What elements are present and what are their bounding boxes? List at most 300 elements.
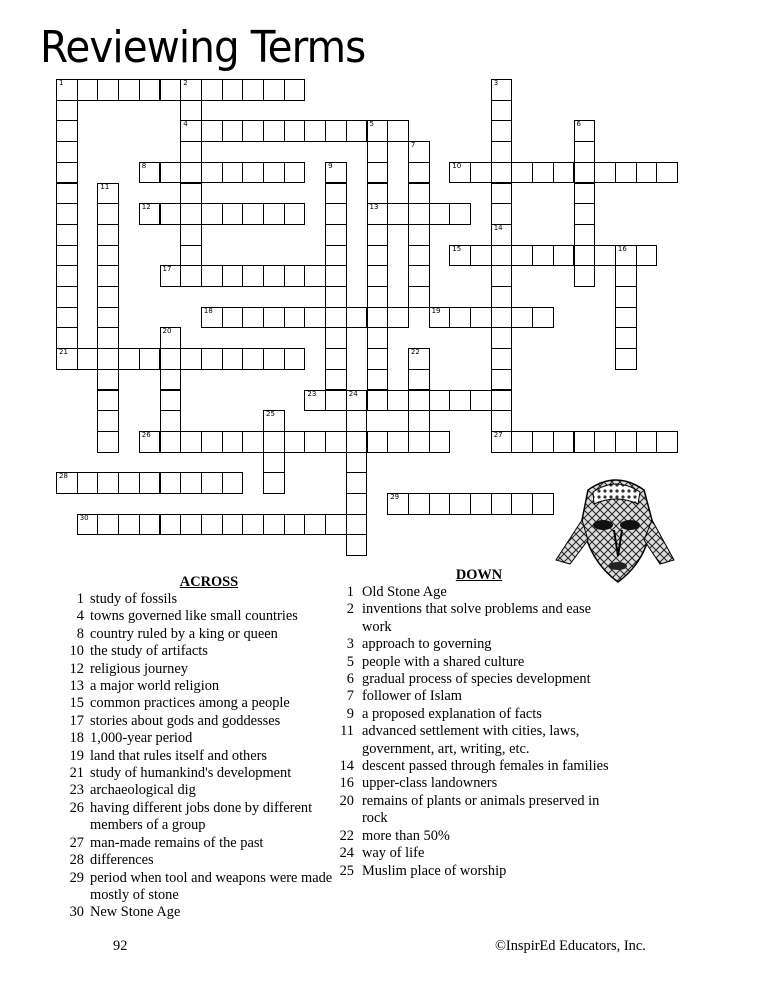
- crossword-cell[interactable]: [201, 162, 223, 184]
- clue-number: 20: [339, 792, 354, 809]
- crossword-cell[interactable]: [408, 369, 430, 391]
- crossword-cell[interactable]: [222, 79, 244, 101]
- crossword-cell[interactable]: [284, 348, 306, 370]
- crossword-cell[interactable]: [180, 203, 202, 225]
- crossword-cell[interactable]: [284, 79, 306, 101]
- crossword-cell[interactable]: [615, 327, 637, 349]
- crossword-cell[interactable]: [491, 141, 513, 163]
- crossword-cell[interactable]: [304, 120, 326, 142]
- crossword-cell[interactable]: [97, 79, 119, 101]
- crossword-cell[interactable]: [118, 348, 140, 370]
- cell-number: 18: [203, 306, 213, 315]
- clue-number: 30: [69, 904, 84, 921]
- crossword-cell[interactable]: [118, 472, 140, 494]
- crossword-cell[interactable]: [656, 431, 678, 453]
- crossword-cell[interactable]: [222, 265, 244, 287]
- crossword-cell[interactable]: [77, 79, 99, 101]
- crossword-cell[interactable]: [429, 390, 451, 412]
- crossword-cell[interactable]: [615, 348, 637, 370]
- clue-number: 3: [346, 636, 354, 653]
- crossword-cell[interactable]: [491, 162, 513, 184]
- crossword-cell[interactable]: [222, 203, 244, 225]
- crossword-cell[interactable]: [325, 431, 347, 453]
- crossword-cell[interactable]: [615, 162, 637, 184]
- across-clue: [64, 782, 354, 799]
- crossword-cell[interactable]: [160, 390, 182, 412]
- crossword-cell[interactable]: [449, 390, 471, 412]
- crossword-cell[interactable]: [615, 265, 637, 287]
- crossword-cell[interactable]: [56, 100, 78, 122]
- crossword-cell[interactable]: [56, 245, 78, 267]
- crossword-cell[interactable]: [304, 307, 326, 329]
- crossword-cell[interactable]: [180, 431, 202, 453]
- crossword-cell[interactable]: [532, 162, 554, 184]
- down-clue: [334, 775, 624, 792]
- crossword-cell[interactable]: [222, 348, 244, 370]
- crossword-cell[interactable]: [242, 431, 264, 453]
- crossword-cell[interactable]: [408, 390, 430, 412]
- crossword-cell[interactable]: [574, 141, 596, 163]
- crossword-cell[interactable]: [491, 286, 513, 308]
- crossword-cell[interactable]: [408, 203, 430, 225]
- crossword-cell[interactable]: [367, 327, 389, 349]
- crossword-cell[interactable]: [139, 472, 161, 494]
- crossword-cell[interactable]: [180, 348, 202, 370]
- crossword-cell[interactable]: [532, 245, 554, 267]
- crossword-cell[interactable]: [97, 224, 119, 246]
- crossword-cell[interactable]: [180, 265, 202, 287]
- clue-text: archaeological dig: [90, 782, 196, 799]
- crossword-cell[interactable]: [160, 431, 182, 453]
- crossword-cell[interactable]: [139, 348, 161, 370]
- crossword-cell[interactable]: [387, 120, 409, 142]
- crossword-cell[interactable]: [180, 79, 202, 101]
- crossword-cell[interactable]: [139, 514, 161, 536]
- down-clue: [334, 671, 624, 688]
- crossword-cell[interactable]: [284, 203, 306, 225]
- crossword-cell[interactable]: [449, 493, 471, 515]
- crossword-cell[interactable]: [491, 493, 513, 515]
- crossword-cell[interactable]: [242, 348, 264, 370]
- crossword-cell[interactable]: [97, 390, 119, 412]
- clue-number: 16: [339, 775, 354, 792]
- crossword-cell[interactable]: [346, 120, 368, 142]
- crossword-cell[interactable]: [367, 120, 389, 142]
- crossword-cell[interactable]: [56, 203, 78, 225]
- crossword-cell[interactable]: [97, 431, 119, 453]
- crossword-cell[interactable]: [263, 348, 285, 370]
- crossword-cell[interactable]: [367, 307, 389, 329]
- crossword-cell[interactable]: [325, 245, 347, 267]
- crossword-cell[interactable]: [222, 472, 244, 494]
- crossword-cell[interactable]: [346, 514, 368, 536]
- crossword-cell[interactable]: [97, 348, 119, 370]
- crossword-cell[interactable]: [97, 410, 119, 432]
- crossword-cell[interactable]: [160, 410, 182, 432]
- crossword-cell[interactable]: [449, 307, 471, 329]
- crossword-cell[interactable]: [408, 431, 430, 453]
- crossword-cell[interactable]: [222, 307, 244, 329]
- crossword-cell[interactable]: [304, 265, 326, 287]
- crossword-cell[interactable]: [97, 183, 119, 205]
- crossword-cell[interactable]: [56, 327, 78, 349]
- crossword-cell[interactable]: [56, 265, 78, 287]
- crossword-cell[interactable]: [139, 162, 161, 184]
- crossword-cell[interactable]: [180, 141, 202, 163]
- cell-number: 28: [59, 472, 68, 481]
- crossword-cell[interactable]: [325, 307, 347, 329]
- crossword-cell[interactable]: [180, 183, 202, 205]
- crossword-cell[interactable]: [491, 203, 513, 225]
- crossword-cell[interactable]: [408, 286, 430, 308]
- crossword-cell[interactable]: [594, 245, 616, 267]
- crossword-cell[interactable]: [491, 120, 513, 142]
- crossword-cell[interactable]: [56, 224, 78, 246]
- crossword-cell[interactable]: [180, 472, 202, 494]
- crossword-cell[interactable]: [325, 390, 347, 412]
- crossword-cell[interactable]: [97, 245, 119, 267]
- crossword-cell[interactable]: [387, 431, 409, 453]
- crossword-cell[interactable]: [346, 534, 368, 556]
- crossword-cell[interactable]: [553, 245, 575, 267]
- crossword-cell[interactable]: [429, 203, 451, 225]
- crossword-cell[interactable]: [325, 348, 347, 370]
- crossword-cell[interactable]: [615, 286, 637, 308]
- crossword-cell[interactable]: [97, 369, 119, 391]
- crossword-cell[interactable]: [284, 431, 306, 453]
- crossword-cell[interactable]: [449, 162, 471, 184]
- crossword-cell[interactable]: [367, 224, 389, 246]
- crossword-cell[interactable]: [532, 431, 554, 453]
- crossword-cell[interactable]: [408, 265, 430, 287]
- cell-number: 29: [390, 493, 400, 501]
- crossword-cell[interactable]: [304, 514, 326, 536]
- crossword-cell[interactable]: [346, 431, 368, 453]
- crossword-cell[interactable]: [346, 307, 368, 329]
- crossword-cell[interactable]: [97, 286, 119, 308]
- crossword-cell[interactable]: [56, 286, 78, 308]
- crossword-cell[interactable]: [491, 327, 513, 349]
- across-clue: [64, 870, 354, 905]
- crossword-cell[interactable]: [56, 472, 78, 494]
- crossword-cell[interactable]: [387, 390, 409, 412]
- crossword-cell[interactable]: [367, 286, 389, 308]
- crossword-cell[interactable]: [97, 514, 119, 536]
- crossword-cell[interactable]: [180, 245, 202, 267]
- crossword-cell[interactable]: [346, 410, 368, 432]
- crossword-cell[interactable]: [56, 79, 78, 101]
- crossword-cell[interactable]: [263, 120, 285, 142]
- crossword-cell[interactable]: [284, 265, 306, 287]
- crossword-cell[interactable]: [491, 183, 513, 205]
- crossword-cell[interactable]: [97, 472, 119, 494]
- crossword-cell[interactable]: [408, 245, 430, 267]
- crossword-cell[interactable]: [242, 307, 264, 329]
- across-clue: [64, 626, 354, 643]
- crossword-cell[interactable]: [491, 431, 513, 453]
- crossword-cell[interactable]: [263, 79, 285, 101]
- crossword-cell[interactable]: [532, 307, 554, 329]
- crossword-cell[interactable]: [139, 203, 161, 225]
- down-clue: [334, 636, 624, 653]
- crossword-cell[interactable]: [553, 162, 575, 184]
- crossword-cell[interactable]: [470, 390, 492, 412]
- crossword-cell[interactable]: [77, 348, 99, 370]
- crossword-cell[interactable]: [491, 410, 513, 432]
- down-clue: [334, 601, 624, 636]
- crossword-cell[interactable]: [201, 514, 223, 536]
- crossword-cell[interactable]: [180, 120, 202, 142]
- across-clue: [64, 661, 354, 678]
- crossword-cell[interactable]: [263, 472, 285, 494]
- crossword-cell[interactable]: [139, 431, 161, 453]
- crossword-cell[interactable]: [491, 265, 513, 287]
- crossword-cell[interactable]: [201, 265, 223, 287]
- crossword-cell[interactable]: [367, 183, 389, 205]
- page-number: 92: [113, 938, 128, 954]
- crossword-cell[interactable]: [491, 224, 513, 246]
- crossword-cell[interactable]: [408, 348, 430, 370]
- crossword-cell[interactable]: [242, 162, 264, 184]
- crossword-cell[interactable]: [367, 162, 389, 184]
- crossword-cell[interactable]: [429, 307, 451, 329]
- crossword-cell[interactable]: [574, 224, 596, 246]
- crossword-cell[interactable]: [615, 307, 637, 329]
- crossword-cell[interactable]: [408, 141, 430, 163]
- crossword-cell[interactable]: [574, 162, 596, 184]
- crossword-cell[interactable]: [346, 472, 368, 494]
- crossword-cell[interactable]: [574, 265, 596, 287]
- crossword-cell[interactable]: [511, 493, 533, 515]
- crossword-cell[interactable]: [263, 431, 285, 453]
- crossword-cell[interactable]: [201, 431, 223, 453]
- down-clues: [334, 567, 624, 880]
- crossword-cell[interactable]: [97, 307, 119, 329]
- crossword-cell[interactable]: [263, 265, 285, 287]
- crossword-cell[interactable]: [160, 265, 182, 287]
- cell-number: 11: [100, 182, 110, 191]
- down-clue: [334, 584, 624, 601]
- crossword-cell[interactable]: [367, 141, 389, 163]
- crossword-cell[interactable]: [160, 162, 182, 184]
- down-clue: [334, 723, 624, 758]
- crossword-cell[interactable]: [574, 245, 596, 267]
- cell-number: 21: [59, 348, 68, 357]
- crossword-cell[interactable]: [97, 265, 119, 287]
- crossword-cell[interactable]: [56, 120, 78, 142]
- crossword-cell[interactable]: [180, 514, 202, 536]
- crossword-cell[interactable]: [491, 348, 513, 370]
- crossword-cell[interactable]: [160, 472, 182, 494]
- crossword-cell[interactable]: [56, 141, 78, 163]
- crossword-cell[interactable]: [242, 265, 264, 287]
- crossword-cell[interactable]: [201, 307, 223, 329]
- crossword-cell[interactable]: [201, 79, 223, 101]
- crossword-cell[interactable]: [594, 431, 616, 453]
- clue-number: 29: [69, 869, 84, 886]
- clue-number: 8: [76, 625, 84, 642]
- crossword-cell[interactable]: [222, 120, 244, 142]
- crossword-cell[interactable]: [656, 162, 678, 184]
- crossword-cell[interactable]: [367, 203, 389, 225]
- crossword-cell[interactable]: [263, 410, 285, 432]
- crossword-cell[interactable]: [284, 514, 306, 536]
- crossword-cell[interactable]: [180, 100, 202, 122]
- crossword-cell[interactable]: [511, 245, 533, 267]
- crossword-cell[interactable]: [284, 120, 306, 142]
- crossword-cell[interactable]: [56, 162, 78, 184]
- crossword-cell[interactable]: [77, 472, 99, 494]
- crossword-cell[interactable]: [574, 120, 596, 142]
- crossword-cell[interactable]: [201, 120, 223, 142]
- crossword-cell[interactable]: [470, 245, 492, 267]
- crossword-cell[interactable]: [325, 369, 347, 391]
- crossword-cell[interactable]: [511, 431, 533, 453]
- crossword-cell[interactable]: [511, 162, 533, 184]
- crossword-cell[interactable]: [242, 514, 264, 536]
- crossword-cell[interactable]: [615, 431, 637, 453]
- crossword-cell[interactable]: [201, 203, 223, 225]
- crossword-cell[interactable]: [408, 493, 430, 515]
- crossword-cell[interactable]: [387, 307, 409, 329]
- crossword-cell[interactable]: [325, 162, 347, 184]
- crossword-cell[interactable]: [222, 514, 244, 536]
- crossword-cell[interactable]: [574, 431, 596, 453]
- crossword-cell[interactable]: [304, 431, 326, 453]
- crossword-cell[interactable]: [242, 120, 264, 142]
- clue-number: 6: [346, 671, 354, 688]
- down-clue: [334, 845, 624, 862]
- crossword-cell[interactable]: [387, 203, 409, 225]
- clue-number: 9: [346, 705, 354, 722]
- crossword-cell[interactable]: [574, 183, 596, 205]
- crossword-cell[interactable]: [491, 369, 513, 391]
- crossword-cell[interactable]: [180, 162, 202, 184]
- crossword-cell[interactable]: [242, 79, 264, 101]
- crossword-cell[interactable]: [346, 452, 368, 474]
- clue-text: people with a shared culture: [362, 653, 525, 670]
- crossword-cell[interactable]: [491, 390, 513, 412]
- crossword-cell[interactable]: [470, 307, 492, 329]
- cell-number: 27: [493, 430, 503, 439]
- crossword-cell[interactable]: [636, 162, 658, 184]
- crossword-cell[interactable]: [346, 390, 368, 412]
- crossword-cell[interactable]: [408, 410, 430, 432]
- crossword-cell[interactable]: [408, 224, 430, 246]
- crossword-cell[interactable]: [56, 348, 78, 370]
- crossword-cell[interactable]: [263, 452, 285, 474]
- crossword-cell[interactable]: [367, 265, 389, 287]
- clue-text: gradual process of species development: [362, 671, 591, 688]
- crossword-cell[interactable]: [160, 327, 182, 349]
- crossword-cell[interactable]: [263, 307, 285, 329]
- crossword-cell[interactable]: [201, 348, 223, 370]
- crossword-cell[interactable]: [222, 162, 244, 184]
- crossword-cell[interactable]: [367, 245, 389, 267]
- crossword-cell[interactable]: [325, 327, 347, 349]
- crossword-cell[interactable]: [160, 348, 182, 370]
- across-clue: [64, 748, 354, 765]
- crossword-cell[interactable]: [491, 100, 513, 122]
- cell-number: 6: [576, 120, 581, 129]
- crossword-cell[interactable]: [56, 307, 78, 329]
- crossword-cell[interactable]: [553, 431, 575, 453]
- crossword-cell[interactable]: [118, 514, 140, 536]
- clue-text: differences: [90, 852, 154, 869]
- clue-number: 15: [69, 695, 84, 712]
- crossword-cell[interactable]: [180, 224, 202, 246]
- crossword-cell[interactable]: [77, 514, 99, 536]
- crossword-cell[interactable]: [325, 514, 347, 536]
- crossword-cell[interactable]: [118, 79, 140, 101]
- crossword-cell[interactable]: [325, 265, 347, 287]
- crossword-cell[interactable]: [160, 203, 182, 225]
- clue-number: 1: [346, 584, 354, 600]
- crossword-cell[interactable]: [408, 183, 430, 205]
- crossword-cell[interactable]: [367, 369, 389, 391]
- crossword-cell[interactable]: [304, 390, 326, 412]
- crossword-cell[interactable]: [160, 369, 182, 391]
- crossword-cell[interactable]: [325, 203, 347, 225]
- across-clues: [64, 574, 354, 922]
- crossword-cell[interactable]: [429, 493, 451, 515]
- crossword-cell[interactable]: [325, 224, 347, 246]
- clue-text: New Stone Age: [90, 904, 181, 921]
- crossword-cell[interactable]: [449, 245, 471, 267]
- crossword-cell[interactable]: [636, 431, 658, 453]
- crossword-cell[interactable]: [491, 245, 513, 267]
- crossword-cell[interactable]: [574, 203, 596, 225]
- crossword-cell[interactable]: [201, 472, 223, 494]
- crossword-cell[interactable]: [139, 79, 161, 101]
- crossword-cell[interactable]: [160, 514, 182, 536]
- crossword-cell[interactable]: [97, 203, 119, 225]
- crossword-cell[interactable]: [491, 79, 513, 101]
- clue-number: 18: [69, 730, 84, 747]
- crossword-cell[interactable]: [242, 203, 264, 225]
- crossword-cell[interactable]: [408, 162, 430, 184]
- crossword-cell[interactable]: [449, 203, 471, 225]
- crossword-cell[interactable]: [325, 183, 347, 205]
- crossword-cell[interactable]: [160, 79, 182, 101]
- crossword-cell[interactable]: [222, 431, 244, 453]
- crossword-cell[interactable]: [367, 348, 389, 370]
- clue-text: study of fossils: [90, 591, 178, 607]
- crossword-cell[interactable]: [284, 162, 306, 184]
- crossword-cell[interactable]: [429, 431, 451, 453]
- crossword-cell[interactable]: [263, 514, 285, 536]
- crossword-cell[interactable]: [367, 431, 389, 453]
- crossword-cell[interactable]: [636, 245, 658, 267]
- crossword-cell[interactable]: [615, 245, 637, 267]
- crossword-cell[interactable]: [387, 493, 409, 515]
- crossword-cell[interactable]: [470, 162, 492, 184]
- crossword-cell[interactable]: [511, 307, 533, 329]
- crossword-cell[interactable]: [325, 286, 347, 308]
- crossword-cell[interactable]: [263, 203, 285, 225]
- crossword-cell[interactable]: [284, 307, 306, 329]
- crossword-cell[interactable]: [491, 307, 513, 329]
- crossword-cell[interactable]: [367, 390, 389, 412]
- crossword-cell[interactable]: [325, 120, 347, 142]
- crossword-cell[interactable]: [263, 162, 285, 184]
- crossword-cell[interactable]: [97, 327, 119, 349]
- clue-text: religious journey: [90, 660, 188, 677]
- crossword-cell[interactable]: [594, 162, 616, 184]
- crossword-cell[interactable]: [470, 493, 492, 515]
- crossword-cell[interactable]: [346, 493, 368, 515]
- crossword-cell[interactable]: [56, 183, 78, 205]
